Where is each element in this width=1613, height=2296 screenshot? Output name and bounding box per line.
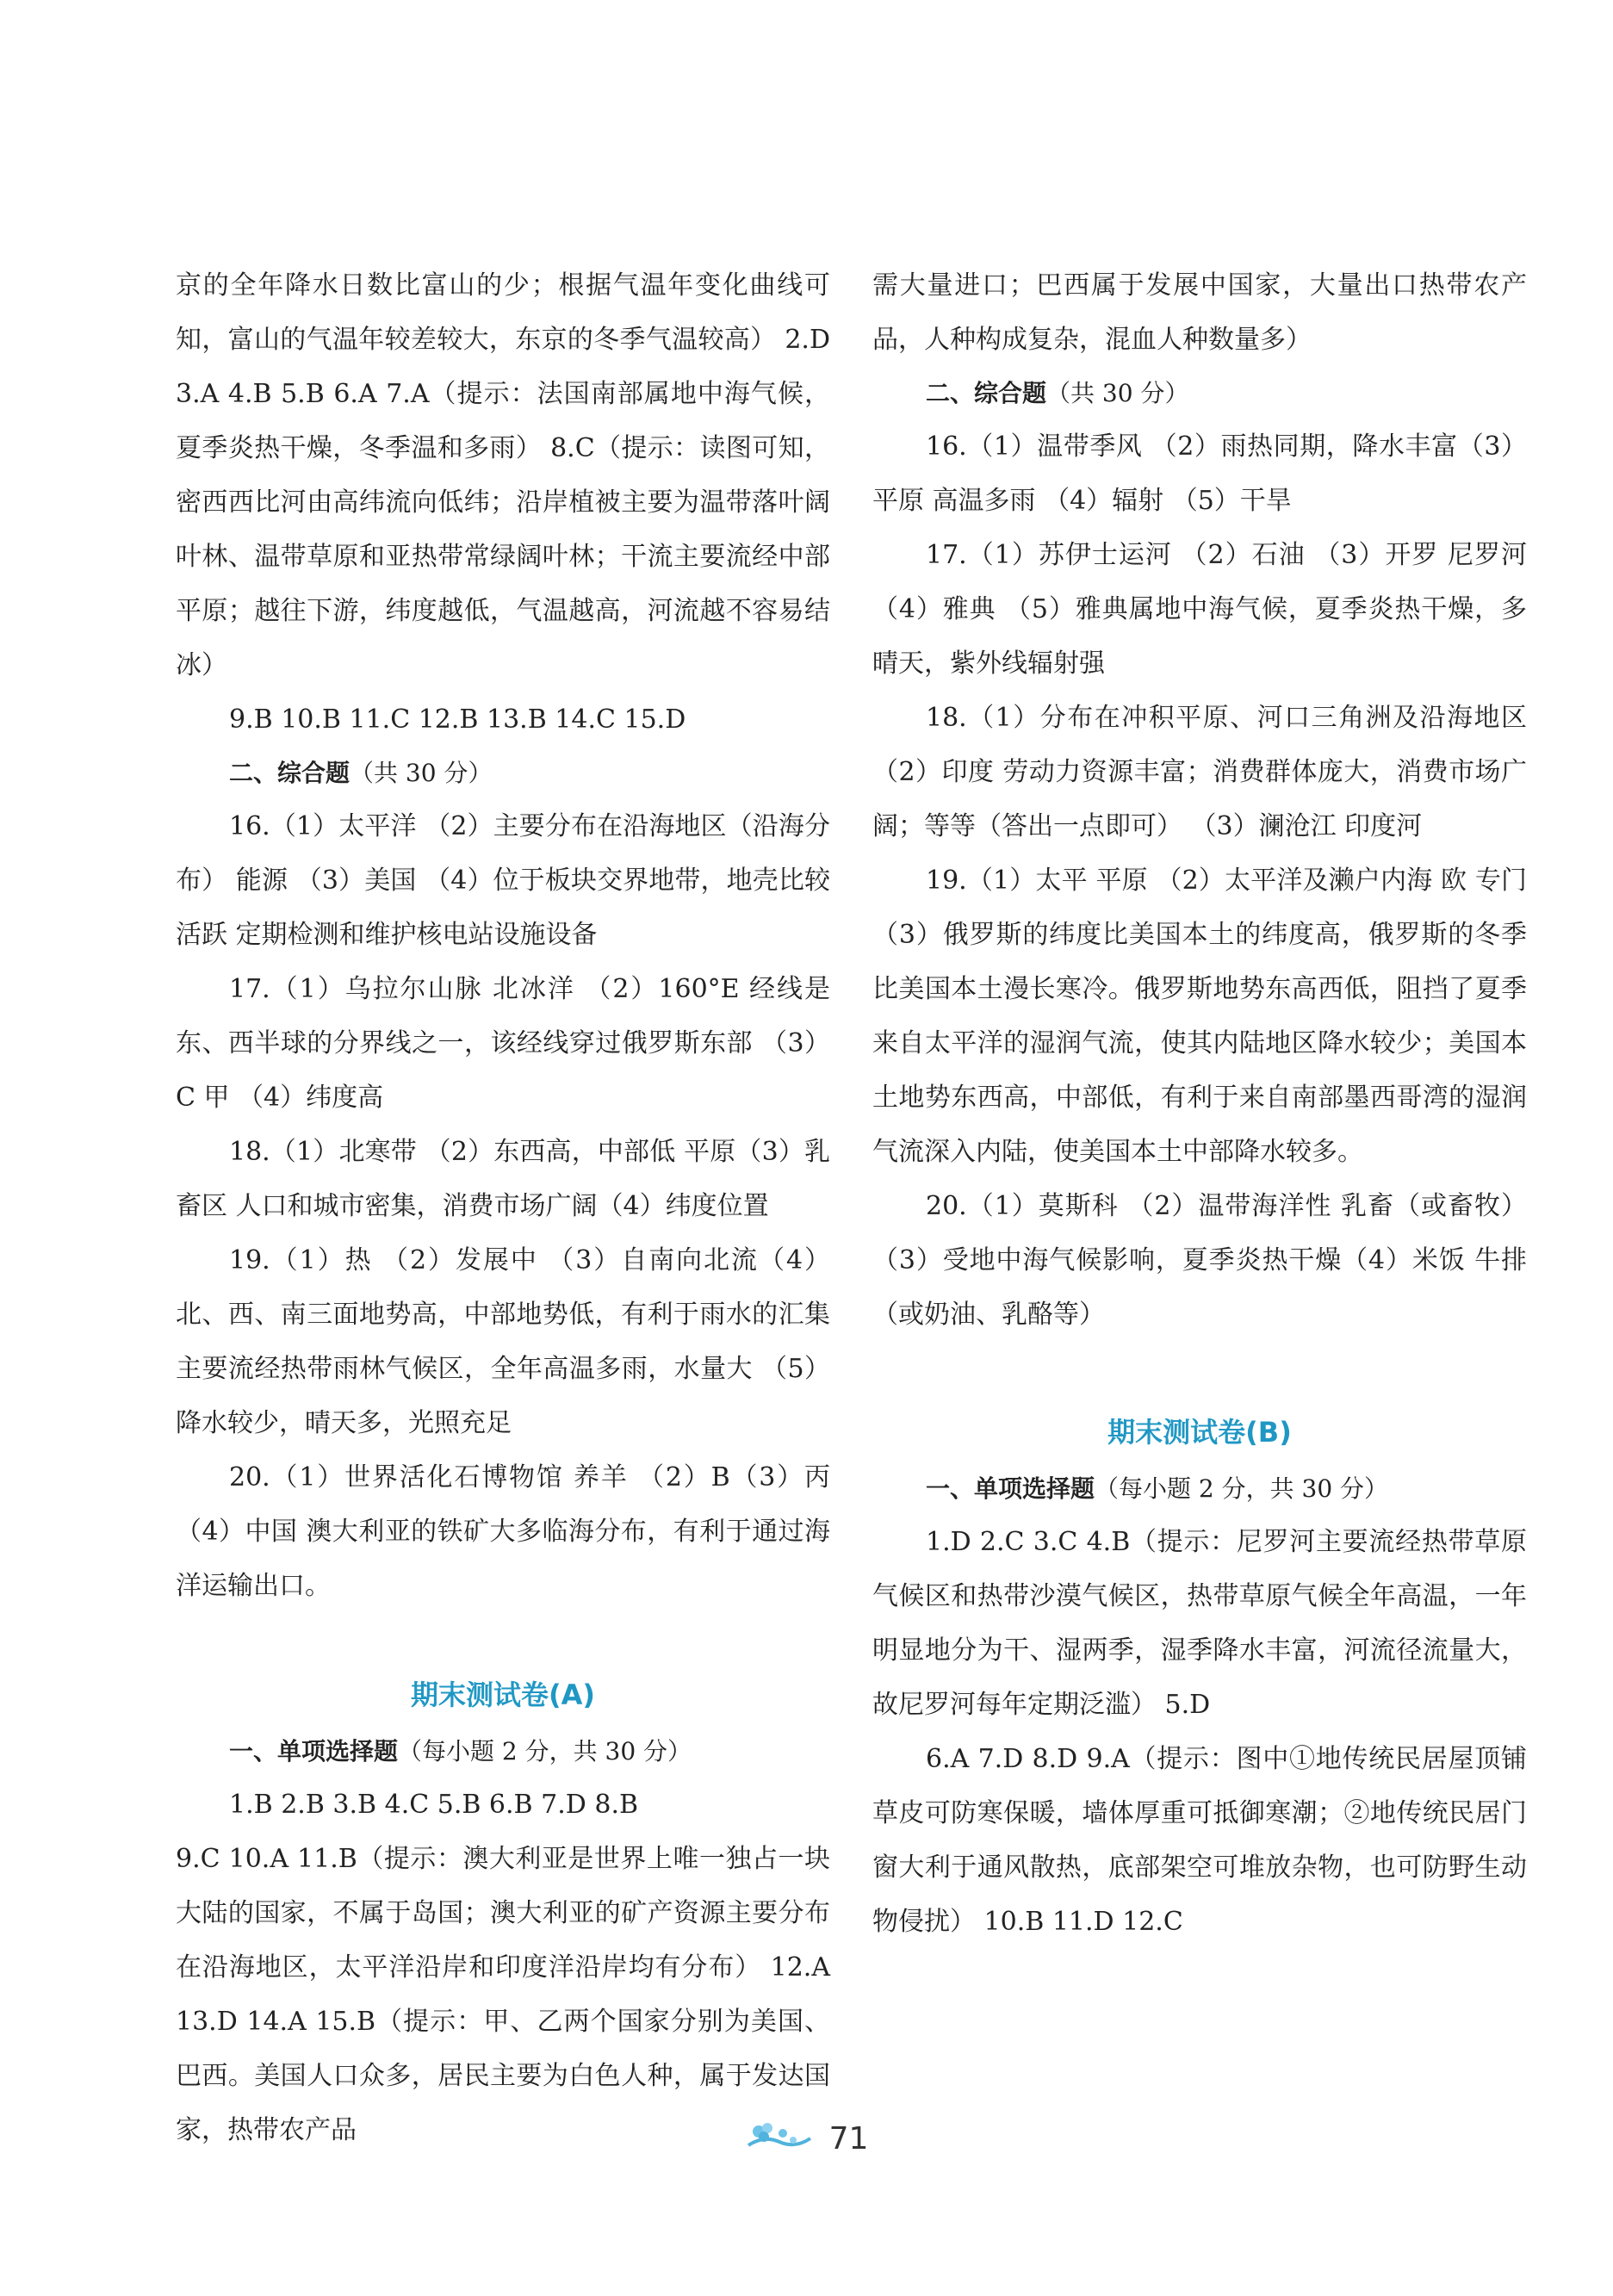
answer-paragraph: 6.A 7.D 8.D 9.A（提示：图中①地传统民居屋顶铺草皮可防寒保暖，墙体厚重可抵御寒潮；②地传统民居门窗大利于通风散热，底部架空可堆放杂物，也可防野生动物侵扰） 10.B 11.D 12.C — [872, 1744, 1527, 1937]
page-number: 71 — [828, 2120, 869, 2156]
section-heading — [176, 1725, 830, 1778]
question-answer-20: 20.（1）莫斯科 （2）温带海洋性 乳畜（或畜牧） （3）受地中海气候影响，夏季炎热干燥（4）米饭 牛排（或奶油、乳酪等） — [872, 1191, 1527, 1330]
page-footer — [0, 2113, 1613, 2164]
section-heading — [872, 1462, 1527, 1515]
section-heading — [872, 367, 1527, 419]
question-answer-18: 18.（1）分布在冲积平原、河口三角洲及沿海地区 （2）印度 劳动力资源丰富；消费群体庞大，消费市场广阔；等等（答出一点即可） （3）澜沧江 印度河 — [872, 703, 1527, 841]
left-column — [176, 258, 830, 2157]
section-title: 二、综合题 — [229, 759, 351, 787]
question-answer-17: 17.（1）乌拉尔山脉 北冰洋 （2）160°E 经线是东、西半球的分界线之一，该经线穿过俄罗斯东部 （3）C 甲 （4）纬度高 — [176, 974, 830, 1113]
question-answer-20: 20.（1）世界活化石博物馆 养羊 （2）B（3）丙 （4）中国 澳大利亚的铁矿大多临海分布，有利于通过海洋运输出口。 — [176, 1462, 830, 1601]
question-answer-19: 19.（1）太平 平原 （2）太平洋及濑户内海 欧 专门 （3）俄罗斯的纬度比美国本土的纬度高，俄罗斯的冬季比美国本土漫长寒冷。俄罗斯地势东高西低，阻挡了夏季来自太平洋的湿润气流，使其内陆地区降水较少；美国本土地势东西高，中部低，有利于来自南部墨西哥湾的湿润气流深入内陆，使美国本土中部降水较多。 — [872, 866, 1527, 1167]
answer-paragraph: 9.B 10.B 11.C 12.B 13.B 14.C 15.D — [229, 704, 686, 735]
exam-title: 期末测试卷(B) — [1107, 1416, 1292, 1449]
section-heading — [176, 747, 830, 799]
exam-title: 期末测试卷(A) — [410, 1679, 596, 1711]
section-note: （共 30 分） — [1046, 379, 1189, 407]
answer-paragraph: 1.D 2.C 3.C 4.B（提示：尼罗河主要流经热带草原气候区和热带沙漠气候区，热带草原气候全年高温，一年明显地分为干、湿两季，湿季降水丰富，河流径流量大，故尼罗河每年定期泛滥） 5.D — [872, 1527, 1527, 1720]
answer-paragraph: 需大量进口；巴西属于发展中国家，大量出口热带农产品，人种构成复杂，混血人种数量多） — [872, 270, 1527, 355]
question-answer-16: 16.（1）温带季风 （2）雨热同期，降水丰富（3）平原 高温多雨 （4）辐射 （5）干旱 — [872, 431, 1527, 516]
question-answer-16: 16.（1）太平洋 （2）主要分布在沿海地区（沿海分布） 能源 （3）美国 （4）位于板块交界地带，地壳比较活跃 定期检测和维护核电站设施设备 — [176, 811, 830, 950]
section-note: （每小题 2 分，共 30 分） — [1095, 1474, 1389, 1503]
answer-paragraph: 9.C 10.A 11.B（提示：澳大利亚是世界上唯一独占一块大陆的国家，不属于岛国；澳大利亚的矿产资源主要分布在沿海地区，太平洋沿岸和印度洋沿岸均有分布） 12.A 13.D 14.A 15.B（提示：甲、乙两个国家分别为美国、巴西。美国人口众多，居民主要为白色人种，属于发达国家，热带农产品 — [176, 1844, 830, 2145]
section-note: （共 30 分） — [350, 759, 493, 787]
answer-paragraph: 1.B 2.B 3.B 4.C 5.B 6.B 7.D 8.B — [229, 1790, 639, 1820]
section-title: 二、综合题 — [926, 379, 1047, 407]
flower-logo-icon — [745, 2119, 814, 2157]
section-title: 一、单项选择题 — [926, 1474, 1095, 1503]
section-title: 一、单项选择题 — [229, 1737, 399, 1765]
question-answer-19: 19.（1）热 （2）发展中 （3）自南向北流（4）北、西、南三面地势高，中部地势低，有利于雨水的汇集 主要流经热带雨林气候区，全年高温多雨，水量大 （5）降水较少，晴天多，光照充足 — [176, 1245, 830, 1438]
question-answer-17: 17.（1）苏伊士运河 （2）石油 （3）开罗 尼罗河 （4）雅典 （5）雅典属地中海气候，夏季炎热干燥，多晴天，紫外线辐射强 — [872, 540, 1527, 679]
right-column — [872, 258, 1527, 1949]
question-answer-18: 18.（1）北寒带 （2）东西高，中部低 平原（3）乳畜区 人口和城市密集，消费市场广阔（4）纬度位置 — [176, 1137, 830, 1221]
section-note: （每小题 2 分，共 30 分） — [398, 1737, 692, 1765]
answer-paragraph: 京的全年降水日数比富山的少；根据气温年变化曲线可知，富山的气温年较差较大，东京的冬季气温较高） 2.D 3.A 4.B 5.B 6.A 7.A（提示：法国南部属地中海气候，夏季炎热干燥，冬季温和多雨） 8.C（提示：读图可知，密西西比河由高纬流向低纬；沿岸植被主要为温带落叶阔叶林、温带草原和亚热带常绿阔叶林；干流主要流经中部平原；越往下游，纬度越低，气温越高，河流越不容易结冰） — [176, 270, 830, 680]
